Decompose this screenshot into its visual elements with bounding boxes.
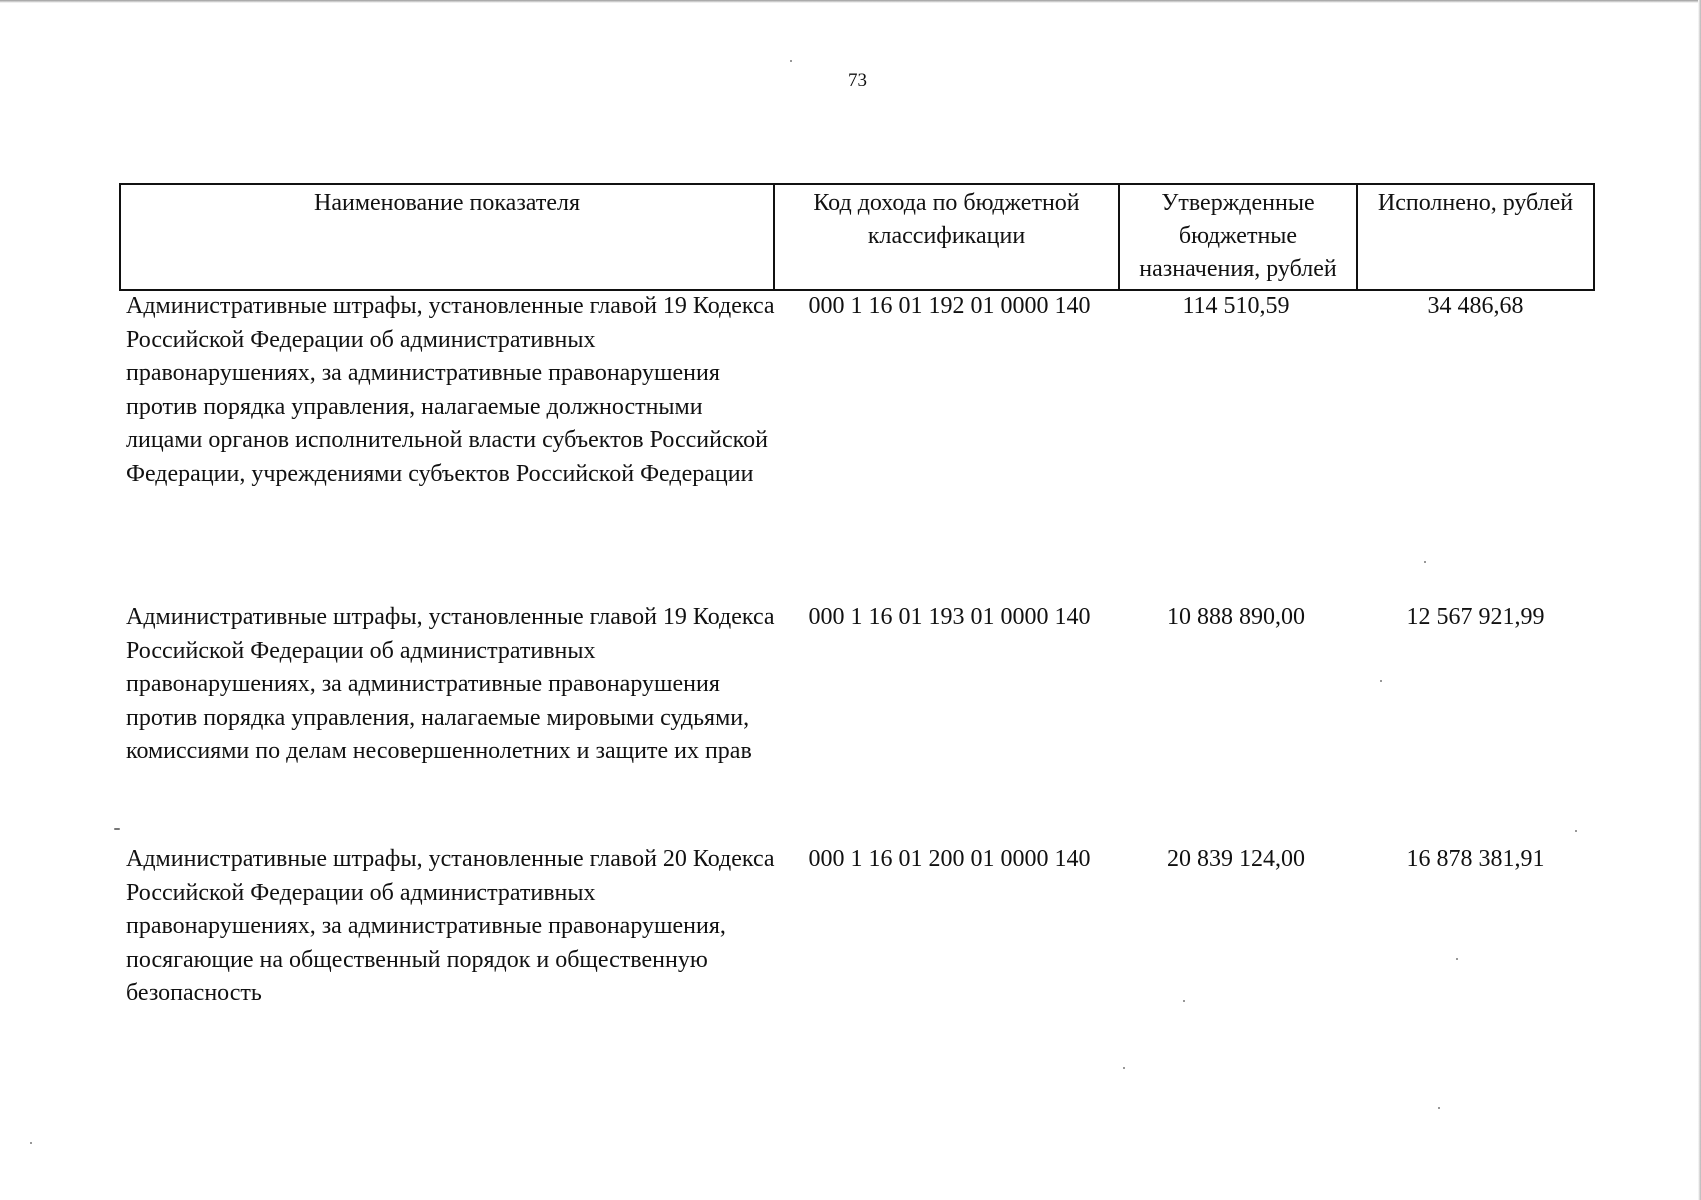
scan-speck xyxy=(1456,958,1458,960)
row-name: Административные штрафы, установленные главой 20 Кодекса Российской Федерации об административных правонарушениях, за административные правонарушения, посягающие на общественный порядок и общественную безопасность xyxy=(126,846,775,1006)
scan-speck xyxy=(790,60,792,62)
header-executed: Исполнено, рублей xyxy=(1356,185,1593,289)
scan-speck xyxy=(1575,830,1577,832)
table-row xyxy=(124,843,1596,1011)
table-row xyxy=(124,601,1596,769)
row-name: Административные штрафы, установленные главой 19 Кодекса Российской Федерации об административных правонарушениях, за административные правонарушения против порядка управления, налагаемые должностными лицами органов исполнительной власти субъектов Российской Федерации, учреждениями субъектов Российской Федерации xyxy=(126,293,775,487)
page-number: 73 xyxy=(848,70,867,91)
scan-speck xyxy=(1123,1067,1125,1069)
scan-speck xyxy=(1438,1107,1440,1109)
row-code: 000 1 16 01 200 01 0000 140 xyxy=(808,846,1091,872)
table-header xyxy=(119,183,1595,291)
scan-speck xyxy=(30,1142,32,1144)
scan-speck xyxy=(1183,1000,1185,1002)
row-name: Административные штрафы, установленные главой 19 Кодекса Российской Федерации об административных правонарушениях, за административные правонарушения против порядка управления, налагаемые мировыми судьями, комиссиями по делам несовершеннолетних и защите их прав xyxy=(126,604,775,764)
row-approved: 10 888 890,00 xyxy=(1167,604,1305,630)
row-executed: 16 878 381,91 xyxy=(1406,846,1545,872)
row-approved: 20 839 124,00 xyxy=(1167,846,1305,872)
header-code: Код дохода по бюджетной классификации xyxy=(773,185,1118,289)
scan-speck xyxy=(1380,680,1382,682)
scan-speck xyxy=(1424,561,1426,563)
header-approved: Утвержденные бюджетные назначения, рублей xyxy=(1118,185,1356,289)
row-approved: 114 510,59 xyxy=(1182,293,1290,319)
row-code: 000 1 16 01 192 01 0000 140 xyxy=(808,293,1091,319)
row-code: 000 1 16 01 193 01 0000 140 xyxy=(808,604,1091,630)
row-executed: 34 486,68 xyxy=(1427,293,1524,319)
header-name: Наименование показателя xyxy=(314,190,580,216)
table-row xyxy=(124,290,1596,491)
row-executed: 12 567 921,99 xyxy=(1406,604,1545,630)
scan-edge-top xyxy=(0,0,1701,3)
scan-speck xyxy=(114,828,120,830)
